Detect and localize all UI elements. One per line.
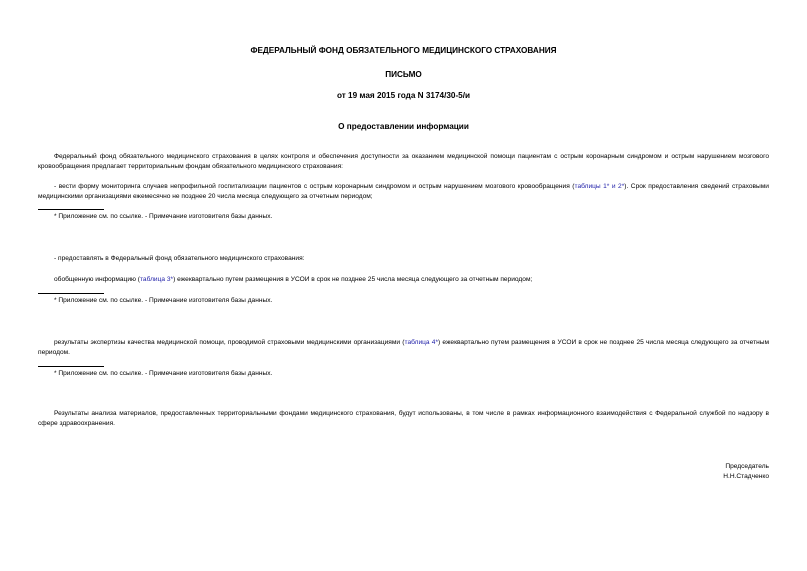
- item1-paragraph: [38, 182, 769, 201]
- item1-text-end: ). Срок предоставления сведений страховыми медицинскими организациями ежемесячно не позднее 20 числа месяца следующего за отчетным периодом;: [38, 183, 769, 200]
- closing-paragraph: Результаты анализа материалов, предоставленных территориальными фондами медицинского страхования, будут использованы, в том числе в рамках информационного взаимодействия с Федеральной службой по надзору в сфере здравоохранения.: [38, 410, 769, 427]
- document-date-number: от 19 мая 2015 года N 3174/30-5/и: [336, 91, 471, 100]
- document-type: ПИСЬМО: [385, 70, 422, 79]
- item2a-text-start: обобщенную информацию (: [54, 276, 140, 283]
- item2b-text-start: результаты экспертизы качества медицинской помощи, проводимой страховыми медицинскими организациями (: [54, 339, 405, 346]
- item2-paragraph: - предоставлять в Федеральный фонд обязательного медицинского страхования:: [54, 255, 305, 262]
- document-page: [38, 0, 769, 571]
- footnote-1: * Приложение см. по ссылке. - Примечание изготовителя базы данных.: [54, 213, 273, 220]
- item1-text-start: - вести форму мониторинга случаев непрофильной госпитализации пациентов с острым коронарным синдромом и острым нарушением мозгового кровообращения (: [54, 183, 575, 190]
- footnote-3: * Приложение см. по ссылке. - Примечание изготовителя базы данных.: [54, 370, 273, 377]
- tables-1-2-link[interactable]: таблицы 1* и 2*: [574, 183, 625, 190]
- table-3-link[interactable]: таблица 3*: [139, 276, 174, 283]
- document-subject: О предоставлении информации: [338, 122, 469, 131]
- item2b-paragraph: [38, 338, 769, 357]
- organization-title: ФЕДЕРАЛЬНЫЙ ФОНД ОБЯЗАТЕЛЬНОГО МЕДИЦИНСКОГО СТРАХОВАНИЯ: [250, 46, 557, 55]
- signature-block: [723, 462, 769, 481]
- footnote-divider: [38, 293, 104, 294]
- footnote-divider: [38, 366, 104, 367]
- intro-paragraph: Федеральный фонд обязательного медицинского страхования в целях контроля и обеспечения доступности за оказанием медицинской помощи пациентам с острым коронарным синдромом и острым нарушением мозгового кровообращения предлагает территориальным фондам обязательного медицинского страхования:: [38, 153, 769, 170]
- item2a-text-end: ) ежеквартально путем размещения в УСОИ в срок не позднее 25 числа месяца следующего за отчетным периодом;: [173, 276, 533, 283]
- table-4-link[interactable]: таблица 4*: [404, 339, 439, 346]
- signatory-position: Председатель: [725, 463, 769, 470]
- item2a-paragraph: [38, 275, 769, 285]
- signatory-name: Н.Н.Стадченко: [723, 472, 769, 480]
- footnote-divider: [38, 209, 104, 210]
- footnote-2: * Приложение см. по ссылке. - Примечание изготовителя базы данных.: [54, 297, 273, 304]
- item2b-text-end: ) ежеквартально путем размещения в УСОИ в срок не позднее 25 числа месяца следующего за отчетным периодом.: [38, 339, 769, 356]
